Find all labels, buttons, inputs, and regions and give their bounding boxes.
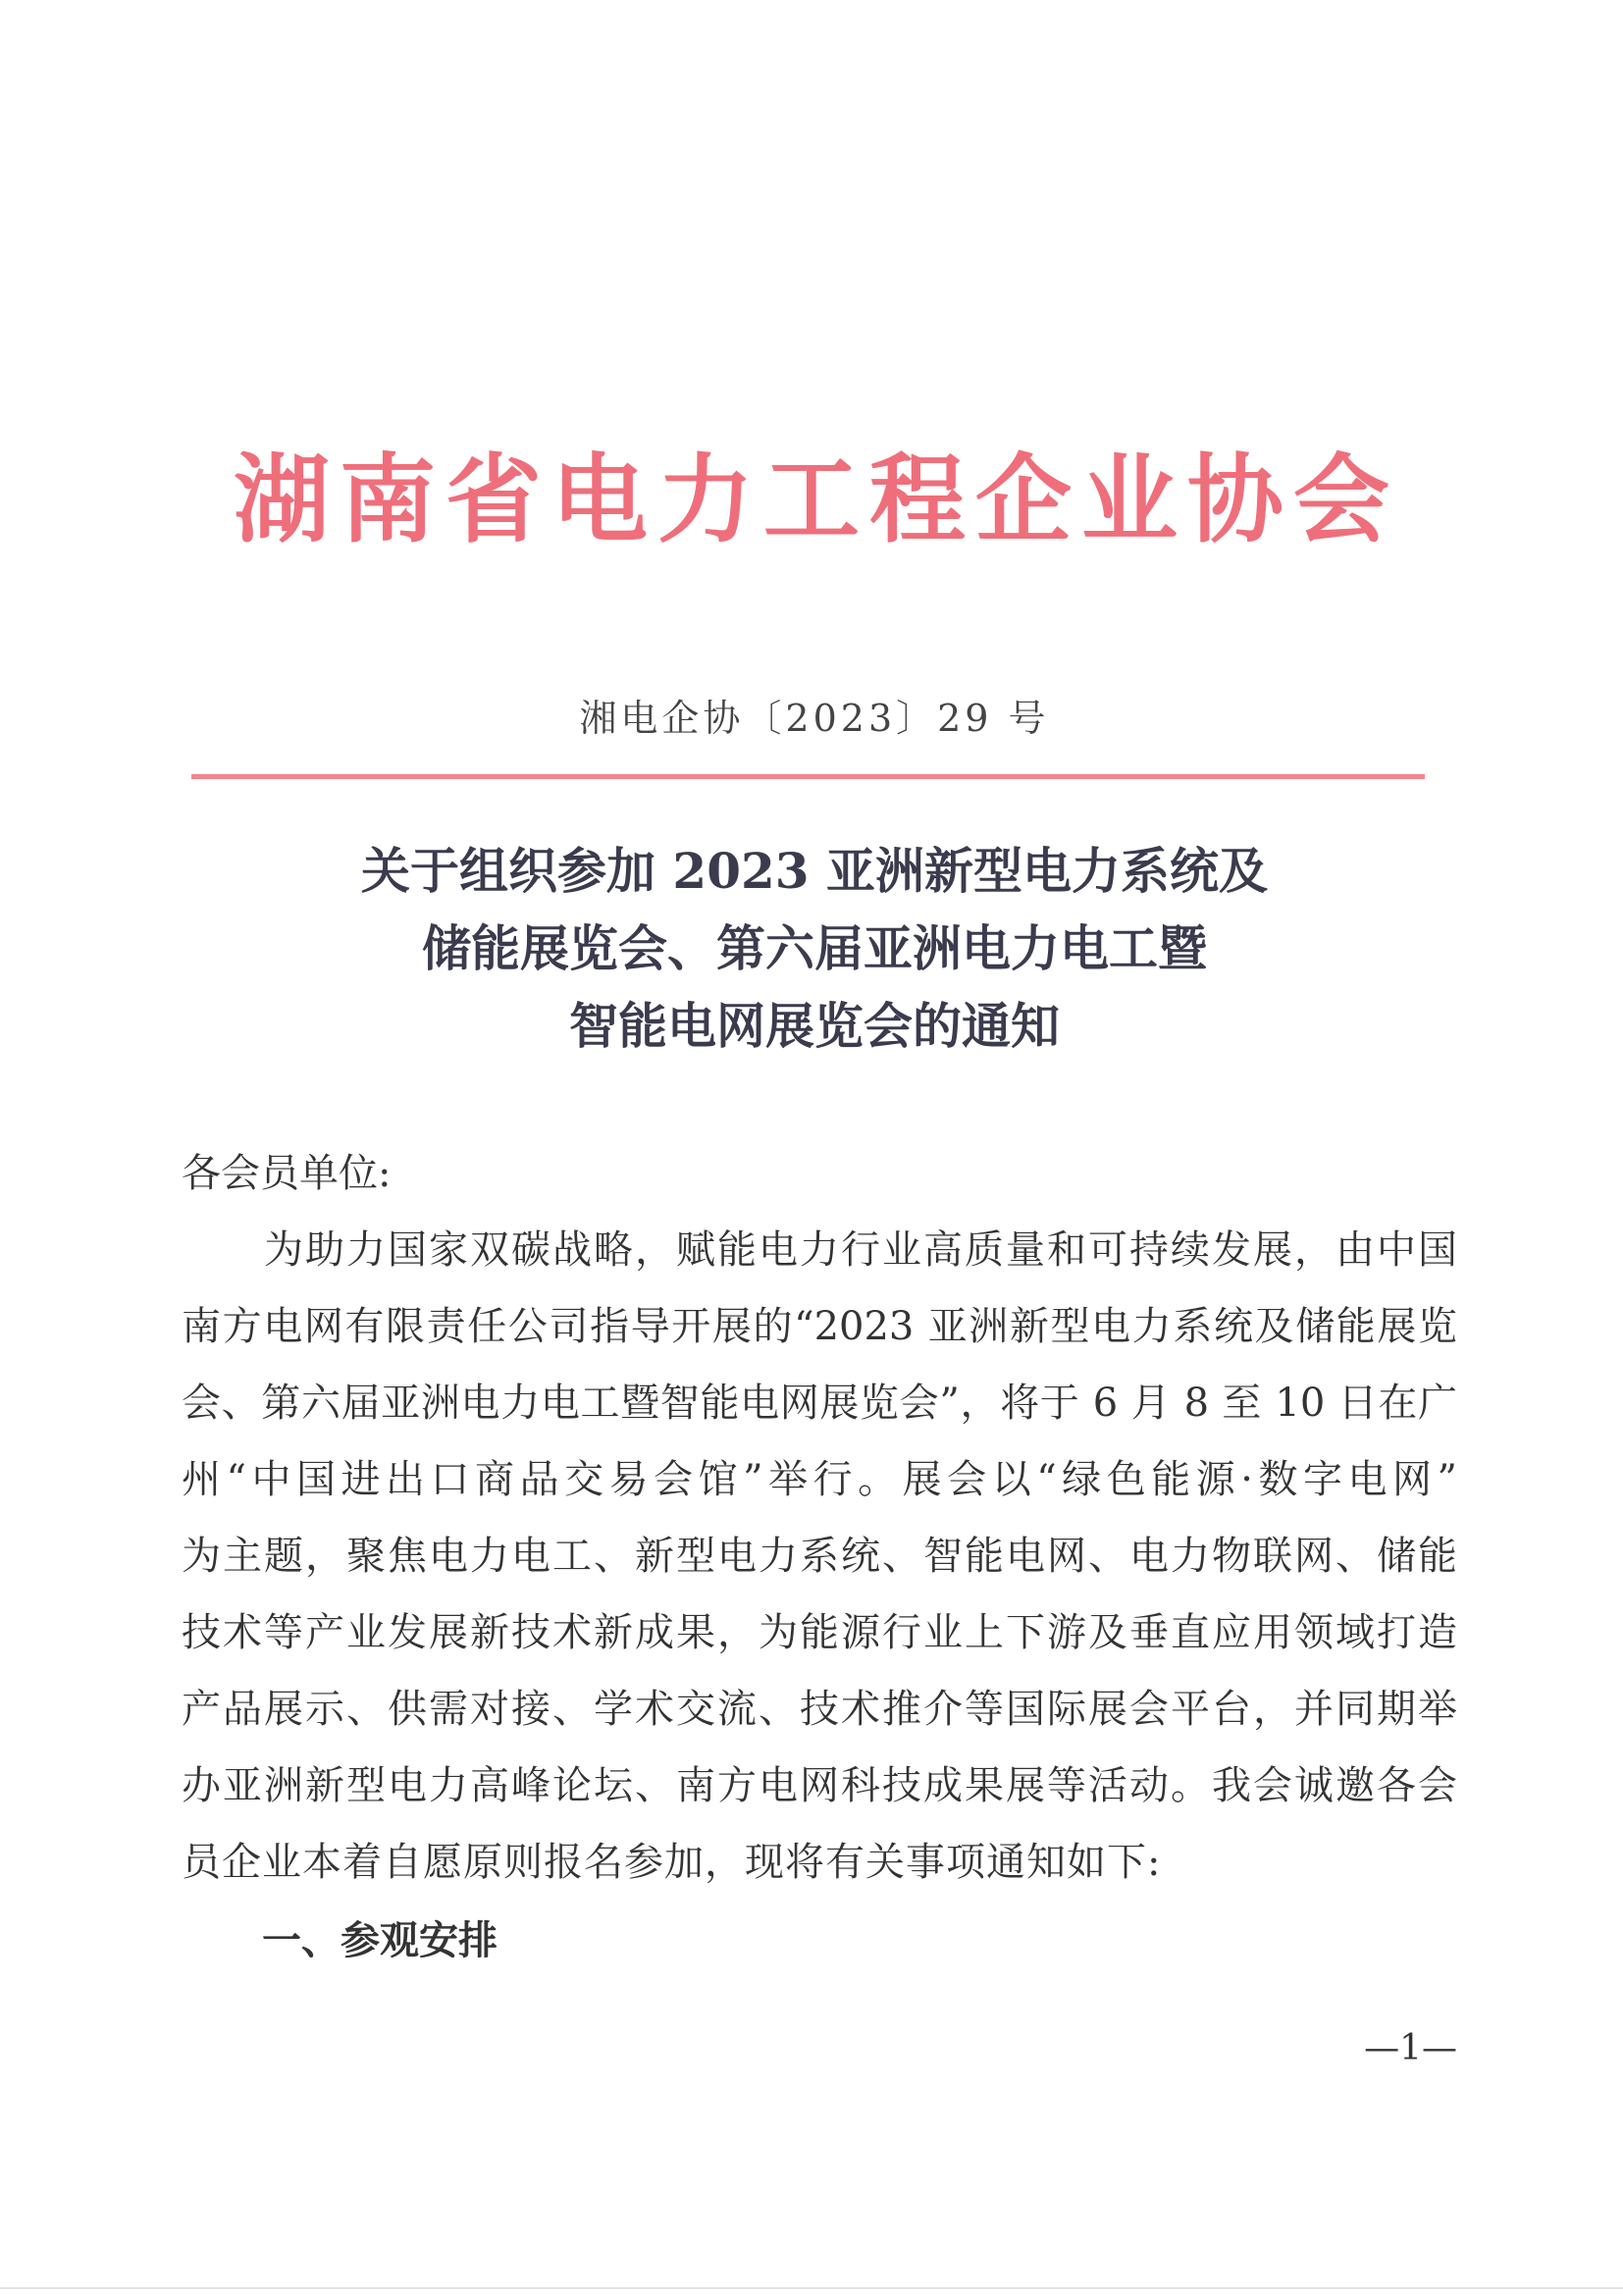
body-line: 办亚洲新型电力高峰论坛、南方电网科技成果展等活动。我会诚邀各会 [182,1763,1457,1808]
document-number: 湘电企协〔2023〕29 号 [579,697,1050,740]
salutation: 各会员单位: [182,1151,392,1196]
body-line: 会、第六届亚洲电力电工暨智能电网展览会”，将于 6 月 8 至 10 日在广 [182,1381,1457,1426]
body-line: 产品展示、供需对接、学术交流、技术推介等国际展会平台，并同期举 [182,1687,1457,1732]
body-line: 为主题，聚焦电力电工、新型电力系统、智能电网、电力物联网、储能 [182,1534,1457,1579]
title-line-3: 智能电网展览会的通知 [569,997,1060,1055]
organization-letterhead: 湖南省电力工程企业协会 [233,444,1399,556]
page-number: —1— [1364,2028,1457,2068]
section-heading: 一、参观安排 [262,1917,497,1963]
body-line: 技术等产业发展新技术新成果，为能源行业上下游及垂直应用领域打造 [182,1610,1457,1655]
title-line-1: 关于组织参加 2023 亚洲新型电力系统及 [361,842,1268,900]
title-line-2: 储能展览会、第六届亚洲电力电工暨 [422,919,1207,977]
document-title [6,832,1623,1065]
page-bottom-edge [0,2287,1623,2289]
body-paragraph [182,1212,1457,1901]
body-line: 州“中国进出口商品交易会馆”举行。展会以“绿色能源·数字电网” [182,1457,1457,1502]
body-line: 南方电网有限责任公司指导开展的“2023 亚洲新型电力系统及储能展览 [182,1304,1457,1349]
red-divider-line [191,774,1425,779]
body-line: 为助力国家双碳战略，赋能电力行业高质量和可持续发展，由中国 [264,1227,1457,1273]
body-line: 员企业本着自愿原则报名参加，现将有关事项通知如下: [182,1840,1162,1885]
